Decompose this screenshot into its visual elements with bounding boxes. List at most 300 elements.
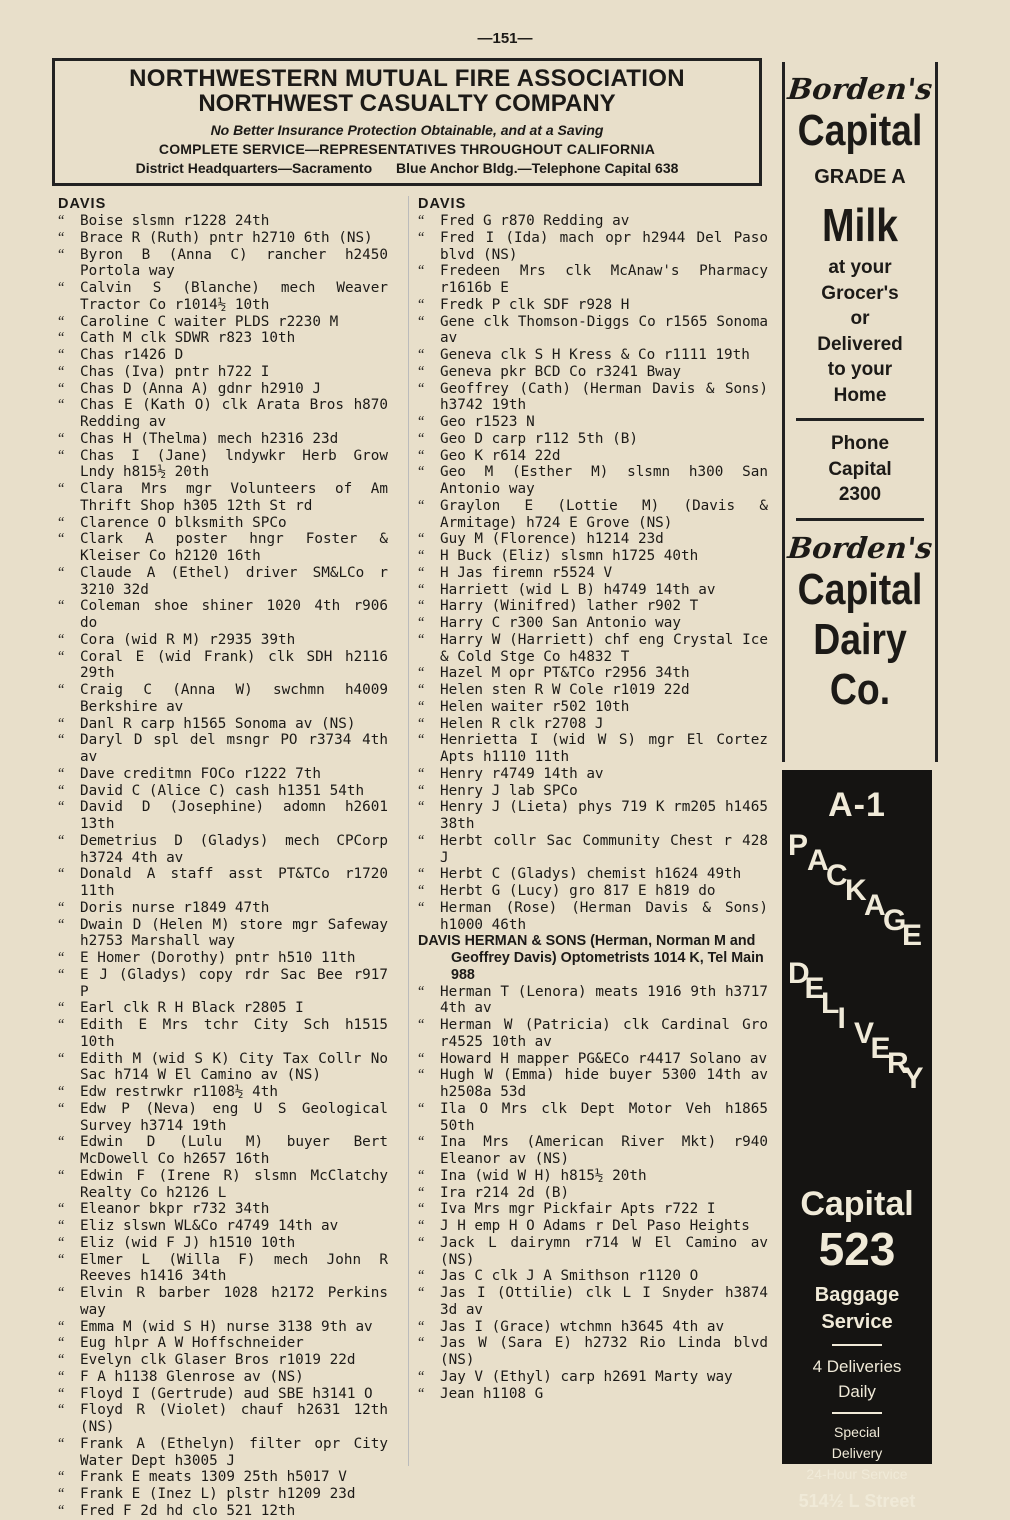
ditto-mark: “	[418, 497, 425, 514]
entry-text: Herman W (Patricia) clk Cardinal Gro r4525 10th av	[440, 1017, 768, 1050]
entry-text: Frank E meats 1309 25th h5017 V	[80, 1469, 347, 1486]
entry-text: Edw restrwkr r1108½ 4th	[80, 1084, 278, 1100]
directory-entry	[58, 1168, 388, 1202]
entry-text: Fredeen Mrs clk McAnaw's Pharmacy r1616b E	[440, 263, 768, 296]
ditto-mark: “	[58, 1100, 65, 1117]
directory-entry	[58, 1084, 388, 1101]
directory-entry	[58, 1352, 388, 1369]
ditto-mark: “	[58, 1486, 65, 1502]
package-letter: C	[826, 859, 848, 892]
ditto-mark: “	[418, 414, 425, 430]
ad-rule	[796, 518, 924, 521]
ditto-mark: “	[58, 631, 65, 648]
entry-text: Donald A staff asst PT&TCo r1720 11th	[80, 866, 388, 899]
directory-entry	[418, 381, 768, 415]
directory-entry	[58, 716, 388, 733]
ad-text: Grocer's	[821, 282, 899, 304]
ad-text: Home	[833, 384, 887, 406]
directory-entry	[58, 866, 388, 900]
entry-text: Geo K r614 22d	[440, 447, 561, 464]
entry-text: Geo D carp r112 5th (B)	[440, 430, 638, 447]
ditto-mark: “	[418, 1201, 425, 1218]
entry-text: Helen R clk r2708 J	[440, 715, 604, 732]
entry-text: Edith M (wid S K) City Tax Collr No Sac h714 W El Camino av (NS)	[80, 1050, 388, 1084]
directory-column-left	[58, 196, 388, 1520]
directory-entry	[418, 1185, 768, 1202]
column-heading: DAVIS	[418, 196, 467, 212]
ditto-mark: “	[58, 765, 65, 782]
entry-text: Helen waiter r502 10th	[440, 698, 630, 715]
directory-entry	[418, 448, 768, 465]
delivery-letter: V	[854, 1017, 875, 1050]
deliveries-line-2: Daily	[838, 1382, 876, 1401]
ditto-mark: “	[418, 347, 425, 363]
entry-text: Clark A poster hngr Foster & Kleiser Co h2120 16th	[80, 531, 388, 564]
ditto-mark: “	[418, 866, 425, 883]
ditto-mark: “	[58, 1368, 65, 1385]
entry-text: H Buck (Eliz) slsmn h1725 40th	[440, 548, 699, 564]
directory-entry	[418, 1319, 768, 1336]
entry-text: Emma M (wid S H) nurse 3138 9th av	[80, 1318, 373, 1335]
ditto-mark: “	[58, 430, 65, 447]
package-letter: G	[883, 904, 907, 937]
directory-entry	[58, 531, 388, 565]
directory-entry	[418, 1335, 768, 1369]
directory-entry	[418, 732, 768, 766]
deliveries-line-1: 4 Deliveries	[812, 1357, 902, 1376]
directory-entry	[58, 1000, 388, 1017]
directory-entry	[58, 213, 388, 230]
ditto-mark: “	[58, 1285, 65, 1301]
entry-text: Frank E (Inez L) plstr h1209 23d	[80, 1486, 356, 1502]
ditto-mark: “	[58, 1201, 65, 1218]
ditto-mark: “	[58, 514, 65, 531]
directory-entry	[58, 230, 388, 247]
entry-text: Chas (Iva) pntr h722 I	[80, 363, 270, 380]
entry-text: Demetrius D (Gladys) mech CPCorp h3724 4th av	[80, 832, 388, 866]
entry-text: Herman (Rose) (Herman Davis & Sons) h1000 46th	[440, 899, 768, 933]
entry-text: Clara Mrs mgr Volunteers of Am Thrift Shop h305 12th St rd	[80, 481, 388, 514]
entry-text: Earl clk R H Black r2805 I	[80, 1000, 304, 1017]
entry-list	[418, 984, 768, 1403]
ditto-mark: “	[418, 363, 425, 380]
entry-text: Dave creditmn FOCo r1222 7th	[80, 765, 322, 782]
directory-entry	[418, 1067, 768, 1101]
directory-entry	[58, 1319, 388, 1336]
directory-entry	[418, 1051, 768, 1068]
directory-entry	[418, 866, 768, 883]
directory-entry	[58, 247, 388, 281]
ditto-mark: “	[58, 363, 65, 380]
ditto-mark: “	[418, 799, 425, 816]
delivery-letter: E	[870, 1032, 891, 1065]
bordens-logo: Borden's	[786, 72, 934, 106]
ditto-mark: “	[58, 1318, 65, 1335]
page-number: —151—	[477, 30, 533, 47]
ad-text: to your	[827, 359, 893, 380]
ditto-mark: “	[418, 899, 425, 916]
package-delivery-advertisement	[782, 770, 932, 1511]
directory-entry	[58, 1335, 388, 1352]
entry-text: Howard H mapper PG&ECo r4417 Solano av	[440, 1050, 768, 1067]
delivery-letter: E	[804, 972, 825, 1005]
ditto-mark: “	[58, 1385, 65, 1402]
entry-text: Fred F 2d hd clo 521 12th	[80, 1502, 296, 1519]
entry-text: Iva Mrs mgr Pickfair Apts r722 I	[440, 1201, 716, 1218]
ditto-mark: “	[58, 715, 65, 732]
entry-text: Jay V (Ethyl) carp h2691 Marty way	[440, 1368, 733, 1385]
directory-entry	[418, 230, 768, 264]
directory-entry	[418, 783, 768, 800]
ditto-mark: “	[418, 682, 425, 698]
directory-entry	[418, 1218, 768, 1235]
capital-heading: Capital	[797, 564, 923, 614]
ditto-mark: “	[58, 966, 65, 983]
special-line-3: 24-Hour Service	[806, 1466, 908, 1482]
entry-text: Helen sten R W Cole r1019 22d	[440, 682, 690, 698]
entry-text: Cora (wid R M) r2935 39th	[80, 631, 296, 648]
directory-entry	[58, 1469, 388, 1486]
ditto-mark: “	[58, 313, 65, 330]
ditto-mark: “	[58, 682, 65, 698]
directory-entry	[58, 799, 388, 833]
phone-label: Phone	[830, 433, 890, 454]
dairy-heading: Dairy	[813, 614, 907, 664]
directory-entry	[58, 766, 388, 783]
directory-entry	[418, 1201, 768, 1218]
directory-entry	[58, 1486, 388, 1503]
directory-entry	[418, 464, 768, 498]
directory-entry	[418, 1235, 768, 1269]
ditto-mark: “	[418, 1318, 425, 1335]
ditto-mark: “	[58, 229, 65, 246]
entry-text: Calvin S (Blanche) mech Weaver Tractor Co r1014½ 10th	[80, 280, 388, 313]
entry-text: H Jas firemn r5524 V	[440, 564, 613, 581]
entry-text: Herbt G (Lucy) gro 817 E h819 do	[440, 883, 716, 899]
co-heading: Co.	[829, 664, 891, 714]
entry-text: E Homer (Dorothy) pntr h510 11th	[80, 950, 356, 966]
directory-entry	[58, 1436, 388, 1470]
directory-entry	[58, 314, 388, 331]
directory-entry	[58, 732, 388, 766]
capital-label: Capital	[800, 1185, 914, 1223]
directory-entry	[58, 1218, 388, 1235]
directory-entry	[58, 565, 388, 599]
ad-headquarters: District Headquarters—Sacramento	[135, 160, 373, 176]
ditto-mark: “	[418, 213, 425, 229]
directory-entry	[418, 565, 768, 582]
directory-entry	[418, 263, 768, 297]
entry-text: Dwain D (Helen M) store mgr Safeway h2753 Marshall way	[80, 916, 388, 950]
ad-rule	[832, 1412, 882, 1414]
ditto-mark: “	[58, 1167, 65, 1184]
ditto-mark: “	[418, 296, 425, 313]
directory-entry	[418, 900, 768, 934]
entry-text: Henry J lab SPCo	[440, 782, 578, 799]
entry-text: David D (Josephine) adomn h2601 13th	[80, 799, 388, 832]
entry-text: Floyd I (Gertrude) aud SBE h3141 O	[80, 1385, 373, 1402]
directory-entry	[58, 632, 388, 649]
entry-text: Caroline C waiter PLDS r2230 M	[80, 313, 339, 330]
directory-entry	[418, 1101, 768, 1135]
entry-text: Chas H (Thelma) mech h2316 23d	[80, 430, 339, 447]
ditto-mark: “	[58, 1435, 65, 1452]
entry-text: Chas E (Kath O) clk Arata Bros h870 Redding av	[80, 397, 388, 430]
entry-text: E J (Gladys) copy rdr Sac Bee r917 P	[80, 966, 388, 1000]
entry-text: Brace R (Ruth) pntr h2710 6th (NS)	[80, 229, 373, 246]
entry-text: Eleanor bkpr r732 34th	[80, 1201, 270, 1218]
entry-list	[418, 213, 768, 933]
entry-text: Eliz slswn WL&Co r4749 14th av	[80, 1218, 339, 1234]
bordens-logo: Borden's	[786, 530, 934, 565]
entry-text: Harriett (wid L B) h4749 14th av	[440, 581, 716, 598]
ditto-mark: “	[58, 1134, 65, 1151]
directory-entry	[58, 481, 388, 515]
milk-heading: Milk	[821, 199, 899, 251]
entry-text: Geo M (Esther M) slsmn h300 San Antonio way	[440, 464, 768, 497]
ditto-mark: “	[418, 615, 425, 631]
entry-text: Hugh W (Emma) hide buyer 5300 14th av h2508a 53d	[440, 1067, 768, 1100]
ditto-mark: “	[58, 1352, 65, 1368]
phone-exchange: Capital	[828, 458, 892, 480]
delivery-letter: L	[821, 987, 840, 1020]
directory-entry	[58, 1386, 388, 1403]
directory-entry	[58, 1051, 388, 1085]
directory-entry	[58, 1235, 388, 1252]
directory-entry	[418, 1369, 768, 1386]
directory-entry	[58, 448, 388, 482]
ditto-mark: “	[418, 564, 425, 581]
ditto-mark: “	[58, 598, 65, 615]
entry-list	[58, 213, 388, 1520]
ditto-mark: “	[418, 1285, 425, 1301]
entry-text: Herbt collr Sac Community Chest r 428 J	[440, 832, 768, 866]
ditto-mark: “	[418, 715, 425, 732]
entry-text: Coleman shoe shiner 1020 4th r906 do	[80, 598, 388, 631]
directory-entry	[418, 1268, 768, 1285]
entry-text: Boise slsmn r1228 24th	[80, 213, 270, 229]
directory-entry	[58, 364, 388, 381]
entry-text: Edwin D (Lulu M) buyer Bert McDowell Co h2657 16th	[80, 1134, 388, 1167]
directory-entry	[418, 1386, 768, 1403]
directory-entry	[418, 766, 768, 783]
entry-text: Elmer L (Willa F) mech John R Reeves h1416 34th	[80, 1251, 388, 1285]
ditto-mark: “	[58, 1000, 65, 1017]
ditto-mark: “	[58, 1050, 65, 1067]
directory-entry	[58, 1402, 388, 1436]
entry-text: Herbt C (Gladys) chemist h1624 49th	[440, 866, 742, 883]
entry-text: Guy M (Florence) h1214 23d	[440, 531, 664, 548]
ditto-mark: “	[58, 347, 65, 363]
entry-text: Daryl D spl del msngr PO r3734 4th av	[80, 732, 388, 765]
directory-entry	[58, 917, 388, 951]
ad-telephone: Blue Anchor Bldg.—Telephone Capital 638	[396, 160, 679, 176]
ditto-mark: “	[418, 883, 425, 899]
ditto-mark: “	[418, 430, 425, 447]
ditto-mark: “	[418, 1134, 425, 1151]
package-delivery-lettering	[782, 825, 932, 1185]
a1-heading: A-1	[828, 786, 886, 824]
entry-text: Harry (Winifred) lather r902 T	[440, 598, 699, 615]
directory-entry	[418, 1017, 768, 1051]
directory-entry	[58, 330, 388, 347]
entry-text: Fredk P clk SDF r928 H	[440, 296, 630, 313]
ditto-mark: “	[418, 1100, 425, 1117]
ditto-mark: “	[418, 1234, 425, 1251]
entry-text: Ina (wid W H) h815½ 20th	[440, 1167, 647, 1184]
entry-text: F A h1138 Glenrose av (NS)	[80, 1368, 304, 1385]
directory-entry	[418, 1134, 768, 1168]
directory-entry	[418, 364, 768, 381]
ditto-mark: “	[58, 1402, 65, 1419]
ditto-mark: “	[418, 1368, 425, 1385]
directory-entry	[418, 213, 768, 230]
directory-entry	[418, 414, 768, 431]
directory-entry	[58, 1252, 388, 1286]
directory-entry	[418, 699, 768, 716]
entry-text: Cath M clk SDWR r823 10th	[80, 330, 296, 347]
directory-entry	[418, 347, 768, 364]
directory-entry	[58, 1201, 388, 1218]
directory-entry	[418, 665, 768, 682]
directory-entry	[58, 682, 388, 716]
special-line-1: Special	[834, 1424, 880, 1440]
directory-entry	[58, 431, 388, 448]
ditto-mark: “	[418, 464, 425, 481]
entry-text: Claude A (Ethel) driver SM&LCo r 3210 32d	[80, 564, 388, 598]
entry-text: Fred G r870 Redding av	[440, 213, 630, 229]
directory-entry	[418, 531, 768, 548]
package-letter: E	[902, 919, 923, 952]
directory-entry	[58, 649, 388, 683]
ditto-mark: “	[58, 1251, 65, 1268]
ditto-mark: “	[58, 1017, 65, 1033]
entry-text: Danl R carp h1565 Sonoma av (NS)	[80, 715, 356, 732]
ditto-mark: “	[418, 631, 425, 648]
directory-entry	[418, 431, 768, 448]
ditto-mark: “	[58, 447, 65, 464]
ditto-mark: “	[418, 665, 425, 682]
ditto-mark: “	[418, 598, 425, 615]
phone-number: 2300	[838, 484, 882, 505]
ditto-mark: “	[418, 1268, 425, 1285]
entry-text: Jas I (Ottilie) clk L I Snyder h3874 3d av	[440, 1285, 768, 1318]
entry-text: Ira r214 2d (B)	[440, 1184, 570, 1201]
directory-entry	[418, 615, 768, 632]
ditto-mark: “	[58, 1218, 65, 1234]
ad-text: Delivered	[817, 333, 903, 355]
directory-entry	[418, 632, 768, 666]
ditto-mark: “	[418, 531, 425, 548]
entry-text: Hazel M opr PT&TCo r2956 34th	[440, 665, 690, 682]
ditto-mark: “	[58, 397, 65, 414]
ad-service-line: COMPLETE SERVICE—REPRESENTATIVES THROUGHOUT CALIFORNIA	[158, 141, 656, 157]
entry-text: Geneva pkr BCD Co r3241 Bway	[440, 363, 682, 380]
firm-entry: DAVIS HERMAN & SONS (Herman, Norman M and Geoffrey Davis) Optometrists 1014 K, Tel Main 988	[418, 933, 764, 983]
entry-text: Frank A (Ethelyn) filter opr City Water Dept h3005 J	[80, 1435, 388, 1469]
special-line-2: Delivery	[831, 1445, 883, 1461]
entry-text: Geoffrey (Cath) (Herman Davis & Sons) h3742 19th	[440, 380, 768, 414]
ditto-mark: “	[58, 799, 65, 816]
directory-entry	[418, 1285, 768, 1319]
ditto-mark: “	[58, 246, 65, 263]
directory-entry	[418, 297, 768, 314]
ditto-mark: “	[58, 916, 65, 933]
directory-entry	[58, 1101, 388, 1135]
entry-text: Evelyn clk Glaser Bros r1019 22d	[80, 1352, 356, 1368]
baggage-line-2: Service	[821, 1311, 893, 1333]
ditto-mark: “	[418, 983, 425, 1000]
ditto-mark: “	[418, 1017, 425, 1033]
entry-text: Henry r4749 14th av	[440, 765, 604, 782]
bordens-dairy-advertisement	[782, 62, 938, 762]
ad-slogan: No Better Insurance Protection Obtainable, and at a Saving	[210, 122, 604, 138]
entry-text: Eliz (wid F J) h1510 10th	[80, 1234, 296, 1251]
entry-text: Edith E Mrs tchr City Sch h1515 10th	[80, 1017, 388, 1050]
ditto-mark: “	[418, 1067, 425, 1084]
ditto-mark: “	[58, 481, 65, 497]
directory-entry	[58, 1369, 388, 1386]
ad-rule	[796, 418, 924, 421]
delivery-letter: R	[887, 1047, 909, 1080]
directory-column-right	[418, 196, 768, 1402]
directory-entry	[418, 833, 768, 867]
directory-entry	[58, 950, 388, 967]
entry-text: Harry C r300 San Antonio way	[440, 615, 682, 631]
entry-text: Henrietta I (wid W S) mgr El Cortez Apts h1110 11th	[440, 732, 768, 765]
ditto-mark: “	[58, 280, 65, 296]
directory-entry	[58, 598, 388, 632]
ditto-mark: “	[418, 1335, 425, 1352]
delivery-letter: D	[788, 957, 810, 990]
entry-text: Jas C clk J A Smithson r1120 O	[440, 1268, 699, 1285]
directory-entry	[58, 1285, 388, 1319]
ditto-mark: “	[58, 1084, 65, 1100]
ditto-mark: “	[418, 1167, 425, 1184]
ditto-mark: “	[58, 732, 65, 749]
ditto-mark: “	[58, 832, 65, 849]
ditto-mark: “	[58, 1234, 65, 1251]
directory-entry	[58, 783, 388, 800]
ditto-mark: “	[58, 782, 65, 799]
ditto-mark: “	[418, 1385, 425, 1402]
entry-text: Chas I (Jane) lndywkr Herb Grow Lndy h815½ 20th	[80, 447, 388, 481]
ditto-mark: “	[418, 1218, 425, 1234]
entry-text: Edw P (Neva) eng U S Geological Survey h3714 19th	[80, 1100, 388, 1134]
directory-entry	[418, 984, 768, 1018]
street-address: 514½ L Street	[798, 1491, 916, 1511]
ditto-mark: “	[418, 581, 425, 598]
directory-entry	[58, 280, 388, 314]
entry-text: Graylon E (Lottie M) (Davis & Armitage) h724 E Grove (NS)	[440, 497, 768, 531]
entry-text: Ila O Mrs clk Dept Motor Veh h1865 50th	[440, 1100, 768, 1134]
ad-company-line-1: NORTHWESTERN MUTUAL FIRE ASSOCIATION	[129, 65, 685, 92]
ditto-mark: “	[58, 866, 65, 883]
ditto-mark: “	[58, 1469, 65, 1486]
ditto-mark: “	[418, 263, 425, 280]
package-letter: K	[845, 874, 867, 907]
delivery-letter: I	[837, 1002, 846, 1035]
directory-entry	[418, 799, 768, 833]
directory-entry	[58, 381, 388, 398]
ditto-mark: “	[418, 765, 425, 782]
package-letter: A	[864, 889, 886, 922]
entry-text: Herman T (Lenora) meats 1916 9th h3717 4th av	[440, 983, 768, 1017]
directory-entry	[418, 582, 768, 599]
entry-text: Gene clk Thomson-Diggs Co r1565 Sonoma av	[440, 313, 768, 347]
directory-entry	[58, 833, 388, 867]
entry-text: Doris nurse r1849 47th	[80, 899, 270, 916]
